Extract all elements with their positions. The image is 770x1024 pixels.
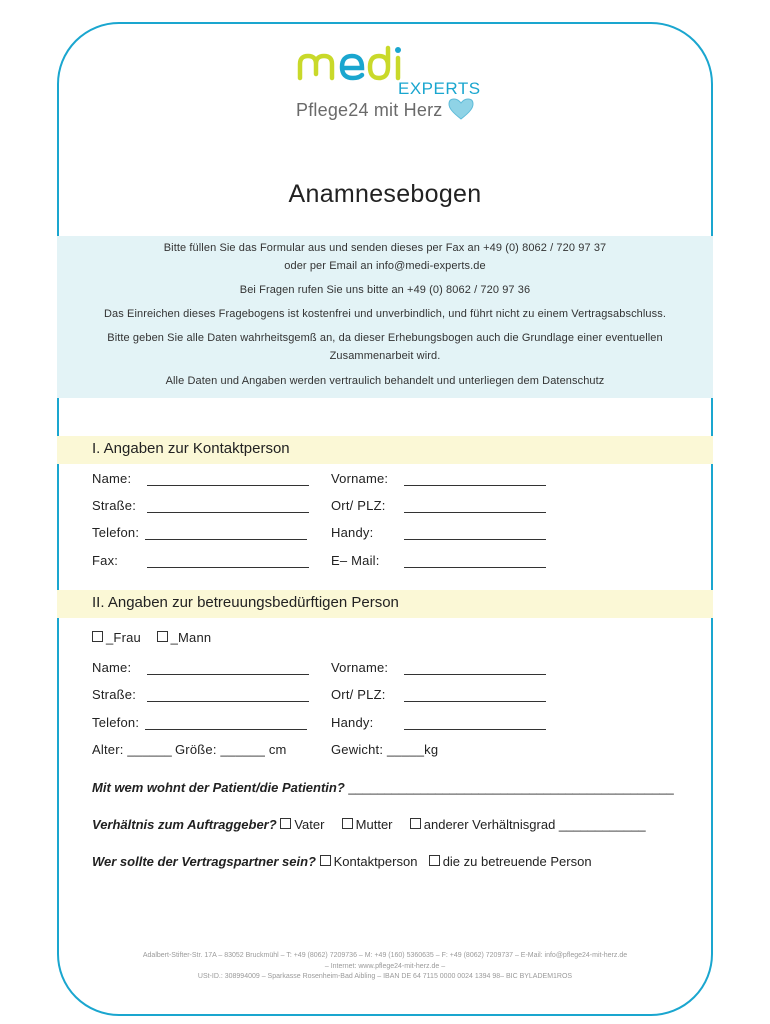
patient-ort-field[interactable] — [404, 701, 546, 702]
name-field[interactable] — [147, 485, 309, 486]
email-field[interactable] — [404, 567, 546, 568]
page-title: Anamnesebogen — [288, 180, 482, 208]
anderer-checkbox[interactable] — [410, 818, 421, 829]
question-vertragspartner — [92, 854, 592, 869]
question-vertragspartner-label: Wer sollte der Vertragspartner sein? — [92, 854, 316, 869]
info-line: Das Einreichen dieses Fragebogens ist kostenfrei und unverbindlich, und führt nicht zu einem Vertragsabschluss. — [103, 308, 667, 320]
ort-label: Ort/ PLZ: — [331, 498, 386, 513]
alter-field[interactable]: Alter: ______ — [92, 742, 172, 757]
kontaktperson-label: Kontaktperson — [333, 854, 418, 869]
info-line: oder per Email an info@medi-experts.de — [284, 260, 486, 272]
mutter-label: Mutter — [355, 817, 393, 832]
patient-vorname-field[interactable] — [404, 674, 546, 675]
patient-telefon-label: Telefon: — [92, 715, 140, 730]
patient-telefon-field[interactable] — [145, 729, 307, 730]
info-line: Zusammenarbeit wird. — [329, 350, 441, 362]
name-label: Name: — [92, 471, 132, 486]
vorname-label: Vorname: — [331, 471, 389, 486]
patient-vorname-label: Vorname: — [331, 660, 389, 675]
medi-experts-logo-icon — [290, 44, 490, 94]
handy-field[interactable] — [404, 539, 546, 540]
patient-handy-label: Handy: — [331, 715, 374, 730]
heart-icon — [448, 98, 474, 120]
kontaktperson-checkbox[interactable] — [320, 855, 331, 866]
gender-row — [92, 630, 211, 645]
section-title-contact: I. Angaben zur Kontaktperson — [92, 440, 290, 457]
handy-label: Handy: — [331, 525, 374, 540]
patient-name-label: Name: — [92, 660, 132, 675]
info-line: Bei Fragen rufen Sie uns bitte an +49 (0) 8062 / 720 97 36 — [239, 284, 531, 296]
groesse-field[interactable]: Größe: ______ cm — [175, 742, 287, 757]
footer-internet: – Internet: www.pflege24-mit-herz.de – — [324, 963, 446, 970]
vorname-field[interactable] — [404, 485, 546, 486]
footer-bank: USt-ID.: 308994009 – Sparkasse Rosenheim-Bad Aibling – IBAN DE 64 7115 0000 0024 1394 98– BIC BYLADEM1ROS — [197, 973, 573, 980]
fax-field[interactable] — [147, 567, 309, 568]
fax-label: Fax: — [92, 553, 119, 568]
strasse-field[interactable] — [147, 512, 309, 513]
betreuende-label: die zu betreuende Person — [442, 854, 592, 869]
section-title-patient: II. Angaben zur betreuungsbedürftigen Person — [92, 594, 399, 611]
telefon-label: Telefon: — [92, 525, 140, 540]
mann-checkbox[interactable] — [157, 631, 168, 642]
patient-strasse-label: Straße: — [92, 687, 137, 702]
betreuende-checkbox[interactable] — [429, 855, 440, 866]
ort-field[interactable] — [404, 512, 546, 513]
vater-label: Vater — [294, 817, 325, 832]
telefon-field[interactable] — [145, 539, 307, 540]
footer-address: Adalbert-Stifter-Str. 17A – 83052 Bruckmühl – T: +49 (8062) 7209736 – M: +49 (160) 5360635 – F: +49 (8062) 7209737 – E-Mail: info@pflege24-mit-herz.de — [142, 952, 628, 959]
patient-strasse-field[interactable] — [147, 701, 309, 702]
question-wohnt-label: Mit wem wohnt der Patient/die Patientin? — [92, 780, 345, 795]
mutter-checkbox[interactable] — [342, 818, 353, 829]
vater-checkbox[interactable] — [280, 818, 291, 829]
info-line: Alle Daten und Angaben werden vertraulich behandelt und unterliegen dem Datenschutz — [165, 375, 605, 387]
question-verhaeltnis-label: Verhältnis zum Auftraggeber? — [92, 817, 277, 832]
mann-label: _Mann — [170, 630, 212, 645]
strasse-label: Straße: — [92, 498, 137, 513]
info-line: Bitte füllen Sie das Formular aus und senden dieses per Fax an +49 (0) 8062 / 720 97 37 — [163, 242, 607, 254]
patient-ort-label: Ort/ PLZ: — [331, 687, 386, 702]
email-label: E– Mail: — [331, 553, 380, 568]
question-verhaeltnis — [92, 817, 646, 832]
anderer-label[interactable]: anderer Verhältnisgrad ____________ — [423, 817, 646, 832]
patient-name-field[interactable] — [147, 674, 309, 675]
info-line: Bitte geben Sie alle Daten wahrheitsgemß an, da dieser Erhebungsbogen auch die Grundlage einer eventuellen — [107, 332, 663, 344]
patient-handy-field[interactable] — [404, 729, 546, 730]
svg-text:EXPERTS: EXPERTS — [398, 79, 481, 94]
frau-checkbox[interactable] — [92, 631, 103, 642]
logo-tagline: Pflege24 mit Herz — [296, 98, 474, 121]
frau-label: _Frau — [106, 630, 141, 645]
question-wohnt-field[interactable]: _____________________________________________ — [348, 780, 674, 795]
gewicht-field[interactable]: Gewicht: _____kg — [331, 742, 439, 757]
question-wohnt — [92, 780, 674, 795]
